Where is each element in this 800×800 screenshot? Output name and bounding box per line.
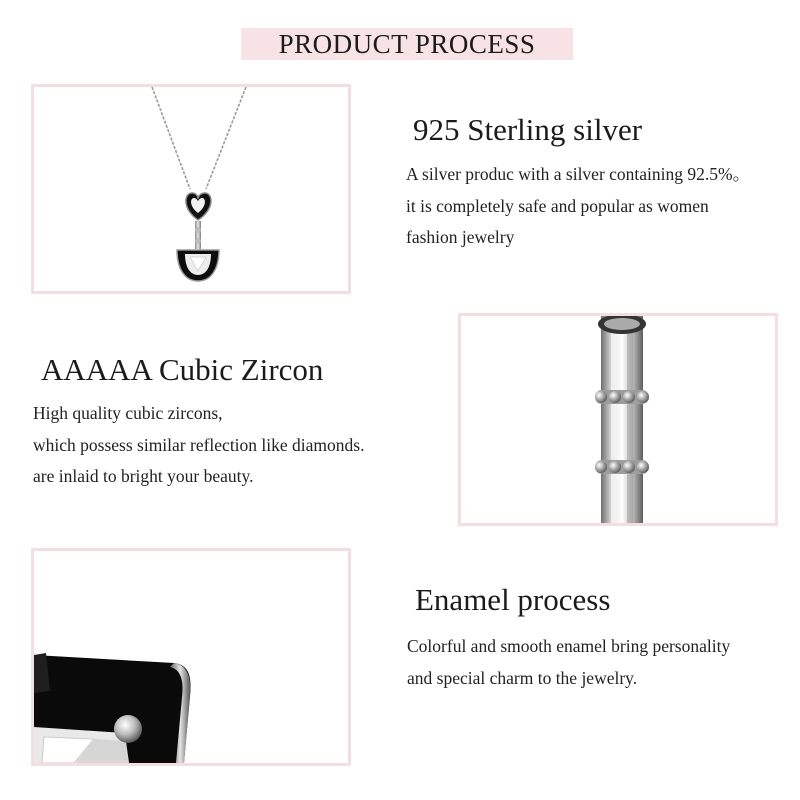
section-description-enamel-process: [407, 631, 730, 694]
page-title-banner: [241, 28, 573, 60]
section-description-cubic-zircon: [33, 398, 364, 493]
section-heading-cubic-zircon: AAAAA Cubic Zircon: [41, 352, 324, 387]
description-line: High quality cubic zircons,: [33, 403, 223, 423]
necklace-photo: [31, 84, 351, 294]
zircon-bar-illustration: [461, 316, 775, 523]
description-line: A silver produc with a silver containing 92.5%。: [406, 164, 751, 184]
description-line: are inlaid to bright your beauty.: [33, 466, 254, 486]
description-line: fashion jewelry: [406, 227, 515, 247]
section-heading-enamel-process: Enamel process: [415, 582, 611, 617]
section-description-sterling-silver: [406, 159, 750, 254]
enamel-closeup-photo: [31, 548, 351, 766]
zircon-closeup-photo: [458, 313, 778, 526]
description-line: it is completely safe and popular as women: [406, 195, 709, 216]
description-line: Colorful and smooth enamel bring personality: [407, 636, 731, 656]
description-line: and special charm to the jewelry.: [407, 667, 638, 688]
description-line: which possess similar reflection like diamonds.: [33, 434, 365, 455]
enamel-illustration: [34, 551, 348, 763]
page-title: PRODUCT PROCESS: [278, 28, 536, 59]
necklace-illustration: [34, 87, 348, 291]
section-heading-sterling-silver: 925 Sterling silver: [413, 112, 643, 147]
